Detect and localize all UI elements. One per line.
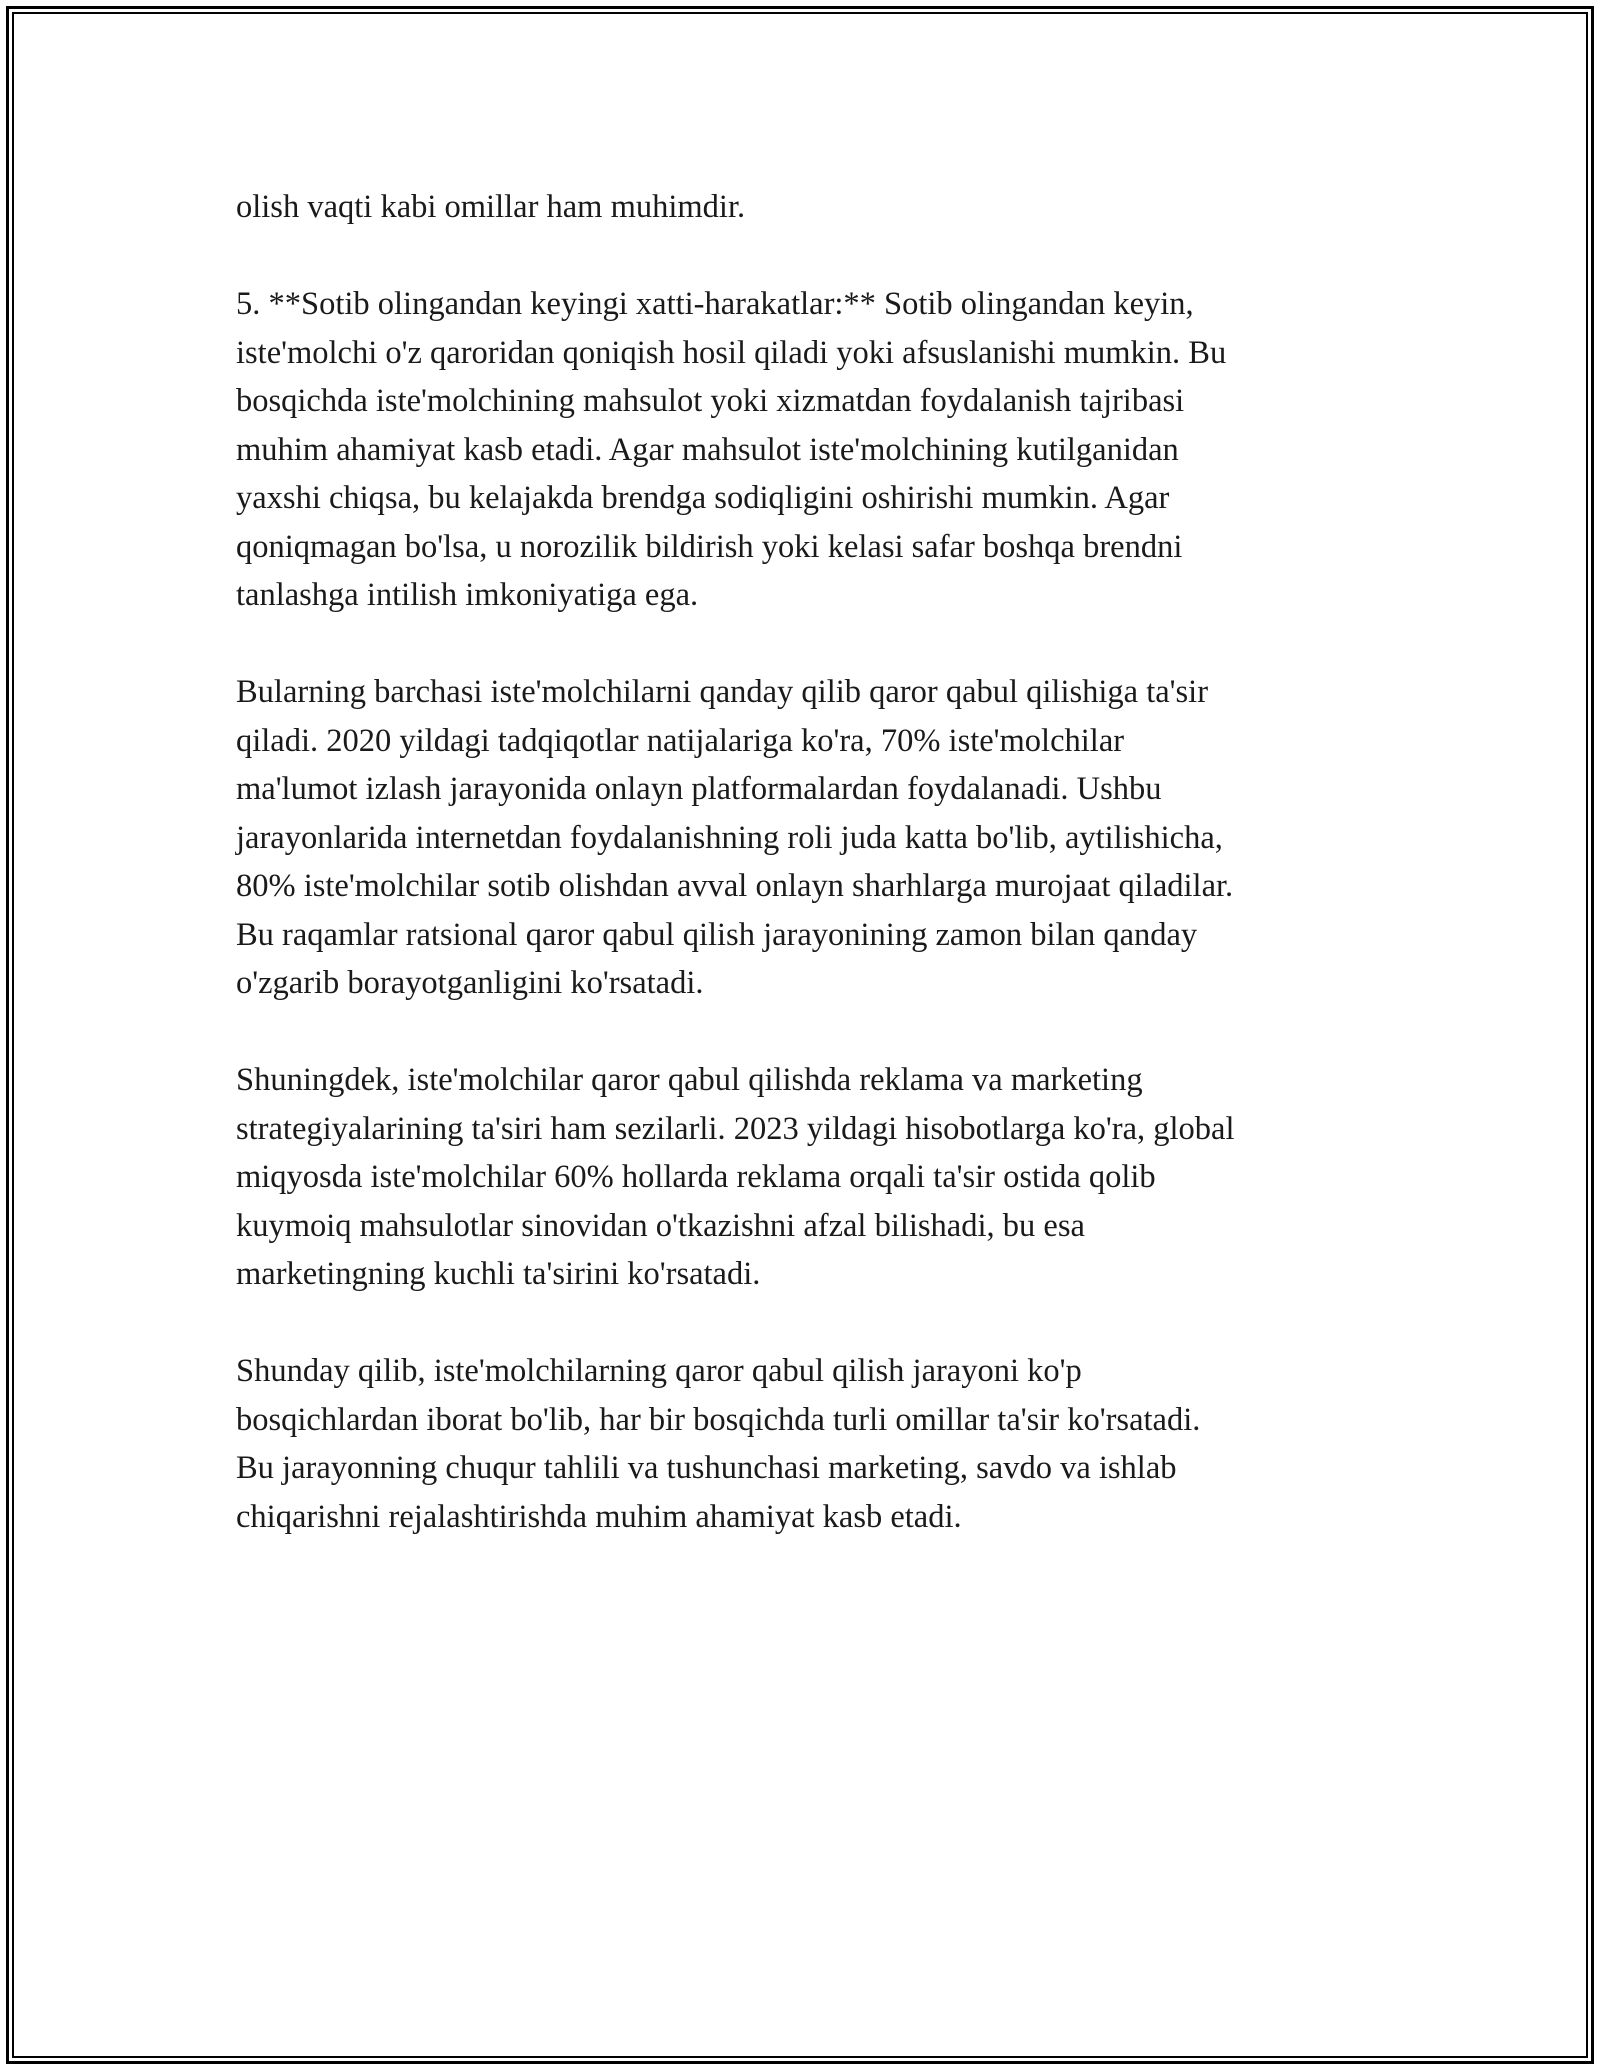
paragraph-post-purchase-behavior: 5. **Sotib olingandan keyingi xatti-harakatlar:** Sotib olingandan keyin, iste'molchi o'z qaroridan qoniqish hosil qiladi yoki afsuslanishi mumkin. Bu bosqichda iste'molchining mahsulot yoki xizmatdan foydalanish tajribasi muhim ahamiyat kasb etadi. Agar mahsulot iste'molchining kutilganidan yaxshi chiqsa, bu kelajakda brendga sodiqligini oshirishi mumkin. Agar qoniqmagan bo'lsa, u norozilik bildirish yoki kelasi safar boshqa brendni tanlashga intilish imkoniyatiga ega. (236, 286, 1227, 613)
document-body (236, 183, 1381, 1590)
paragraph-advertising-influence: Shuningdek, iste'molchilar qaror qabul qilishda reklama va marketing strategiyalarining ta'siri ham sezilarli. 2023 yildagi hisobotlarga ko'ra, global miqyosda iste'molchilar 60% hollarda reklama orqali ta'sir ostida qolib kuymoiq mahsulotlar sinovidan o'tkazishni afzal bilishadi, bu esa marketingning kuchli ta'sirini ko'rsatadi. (236, 1062, 1235, 1292)
paragraph-conclusion: Shunday qilib, iste'molchilarning qaror qabul qilish jarayoni ko'p bosqichlardan iborat bo'lib, har bir bosqichda turli omillar ta'sir ko'rsatadi. Bu jarayonning chuqur tahlili va tushunchasi marketing, savdo va ishlab chiqarishni rejalashtirishda muhim ahamiyat kasb etadi. (236, 1353, 1201, 1535)
paragraph-continuation: olish vaqti kabi omillar ham muhimdir. (236, 189, 746, 225)
paragraph-online-research: Bularning barchasi iste'molchilarni qanday qilib qaror qabul qilishiga ta'sir qiladi. 2020 yildagi tadqiqotlar natijalariga ko'ra, 70% iste'molchilar ma'lumot izlash jarayonida onlayn platformalardan foydalanadi. Ushbu jarayonlarida internetdan foydalanishning roli juda katta bo'lib, aytilishicha, 80% iste'molchilar sotib olishdan avval onlayn sharhlarga murojaat qiladilar. Bu raqamlar ratsional qaror qabul qilish jarayonining zamon bilan qanday o'zgarib borayotganligini ko'rsatadi. (236, 674, 1234, 1001)
